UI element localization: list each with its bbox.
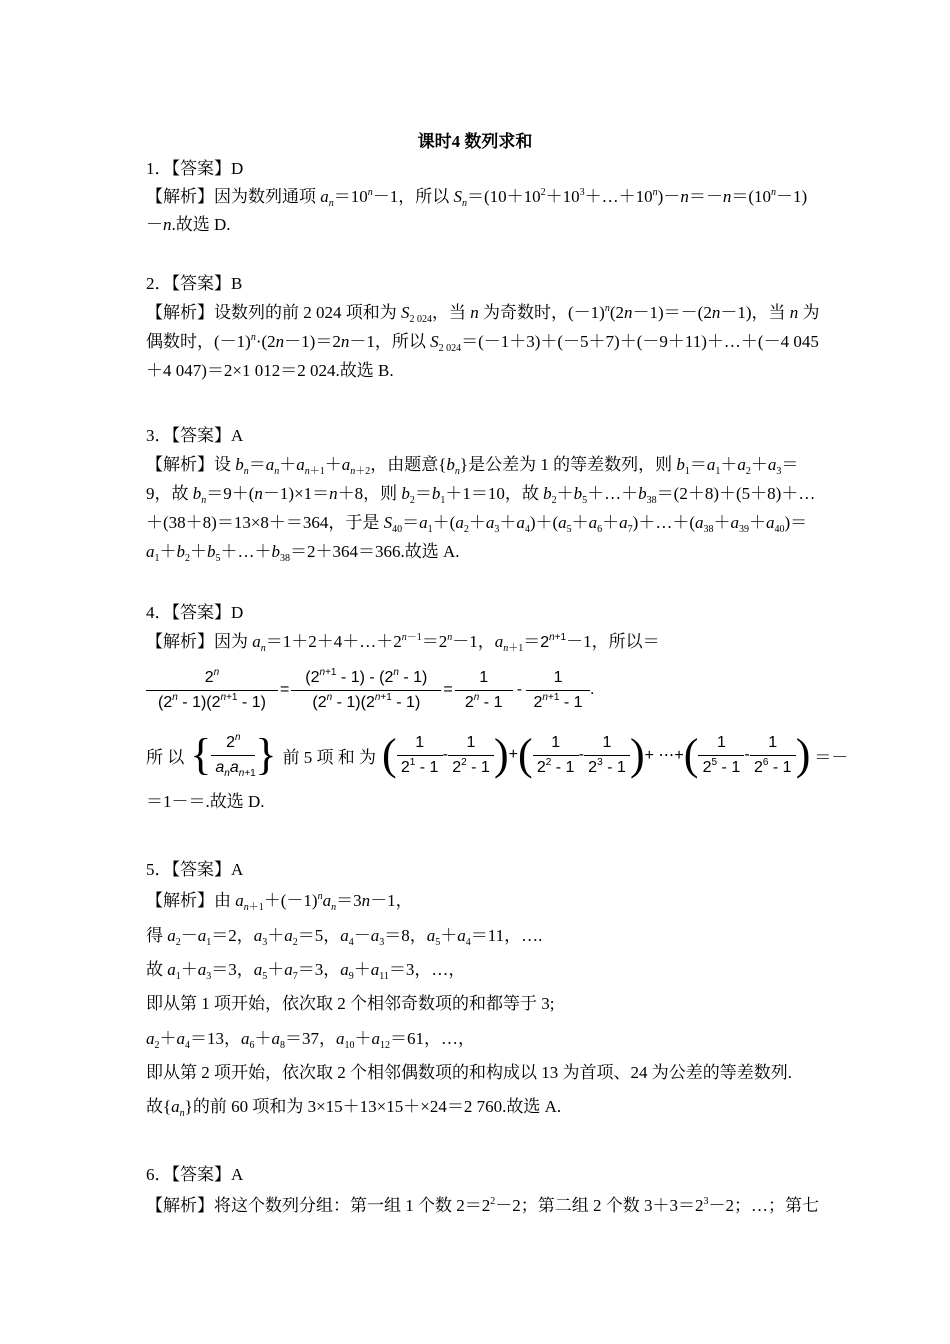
solution-3-line-2: 9，故 $b_n=9+(n-1)\times 1=n+8$，则 $b_2=b_1+1=10$，故 $b_2+b_5+\dots+b_{38}=(2+8)+(5+8)+\dots$ (146, 484, 816, 506)
answer-1: 1．【答案】D (146, 159, 244, 178)
solution-2-line-1: 【解析】设数列的前 2 024 项和为 $S_{2 024}$，当 n 为奇数时，$(-1)^n(2n-1)=-(2n-1)$，当 n 为 (146, 303, 820, 325)
solution-4-line-1: 【解析】因为 $a_n=1+2+4+\dots+2^{n-1}=2^n-1$，$a_{n+1}=2^{n+1}-1$，所以＝ (146, 632, 660, 654)
solution-5-line-3: 故 $a_1+a_3=3$，$a_5+a_7=3$，$a_9+a_{11}=3$，…， (146, 960, 466, 982)
solution-3-line-1: 【解析】设 $b_n=a_n+a_{n+1}+a_{n+2}$，由题意$\{b_n\}$是公差为 1 的等差数列，则 $b_1=a_1+a_2+a_3=$ (146, 455, 799, 477)
solution-3-line-3: ＋(38＋8)＝13×8＋＝364，于是 $S_{40}=a_1+(a_2+a_3+a_4)+(a_5+a_6+a_7)+\dots+(a_{38}+a_{39}+a_{40})=$ (146, 513, 808, 535)
solution-5-line-5: $a_2+a_4=13$，$a_6+a_8=37$，$a_{10}+a_{12}=61$，…， (146, 1029, 475, 1051)
answer-3: 3．【答案】A (146, 426, 244, 445)
solution-5-line-7: 故$\{a_n\}$的前 60 项和为 3×15＋13×15＋×24＝2 760.故选 A. (146, 1097, 562, 1119)
answer-5: 5．【答案】A (146, 860, 244, 879)
solution-2-line-3: ＋4 047)＝2×1 012＝2 024.故选 B. (146, 361, 394, 380)
solution-4-formula-2: 所 以 { $\frac{2^n}{a_na_{n+1}}$ } 前 5 项 和 为 ( $\frac{1}{2^1 - 1}$ - $\frac{1}{2^2 - 1}$ ) + ( $\frac{1}{2^2 - 1}$ - $\frac{1}{2^3 - 1}$ ) + ⋯+ ( $\frac{1}{2^5 - 1}$ - $\frac{1}{2^6 - 1}$ ) ＝－ (146, 730, 849, 779)
solution-5-line-6: 即从第 2 项开始，依次取 2 个相邻偶数项的和构成以 13 为首项、24 为公差的等差数列. (146, 1063, 792, 1082)
solution-2-line-2: 偶数时，$(-1)^n\cdot(2n-1)=2n-1$，所以 $S_{2 024}=(-1+3)+(-5+7)+(-9+11)+\dots+(-4$ 045 (146, 332, 819, 354)
solution-4-line-3: ＝1－＝.故选 D. (146, 792, 265, 811)
solution-1-line-1: 【解析】因为数列通项 $a_n=10^n-1$，所以 $S_n=(10+10^2+10^3+\dots+10^n)-n=-n=(10^n-1)$ (146, 187, 808, 209)
page-title: 课时4 数列求和 (417, 132, 533, 151)
solution-4-formula-1: $\frac{2^n}{(2^n - 1)(2^{n+1} - 1)}$ = $\frac{(2^{n+1} - 1) - (2^n - 1)}{(2^n - 1)(2^{n+1} - 1)}$ = $\frac{1}{2^n - 1}$ - $\frac{1}{2^{n+1} - 1}$ . (146, 662, 594, 718)
solution-5-line-2: 得 $a_2-a_1=2$，$a_3+a_2=5$，$a_4-a_3=8$，$a_5+a_4=11$，…. (146, 926, 543, 948)
answer-2: 2．【答案】B (146, 274, 243, 293)
solution-5-line-4: 即从第 1 项开始，依次取 2 个相邻奇数项的和都等于 3; (146, 994, 555, 1013)
answer-4: 4．【答案】D (146, 603, 244, 622)
answer-6: 6．【答案】A (146, 1165, 244, 1184)
solution-1-line-2: －n.故选 D. (146, 215, 231, 234)
solution-5-line-1: 【解析】由 $a_{n+1}+(-1)^na_n=3n-1$， (146, 891, 413, 913)
solution-6-line-1: 【解析】将这个数列分组：第一组 1 个数 $2=2^2-2$；第二组 2 个数 $3+3=2^3-2$；…；第七 (146, 1196, 819, 1215)
solution-3-line-4: $a_1+b_2+b_5+\dots+b_{38}=2+364=366$.故选 A. (146, 542, 460, 564)
